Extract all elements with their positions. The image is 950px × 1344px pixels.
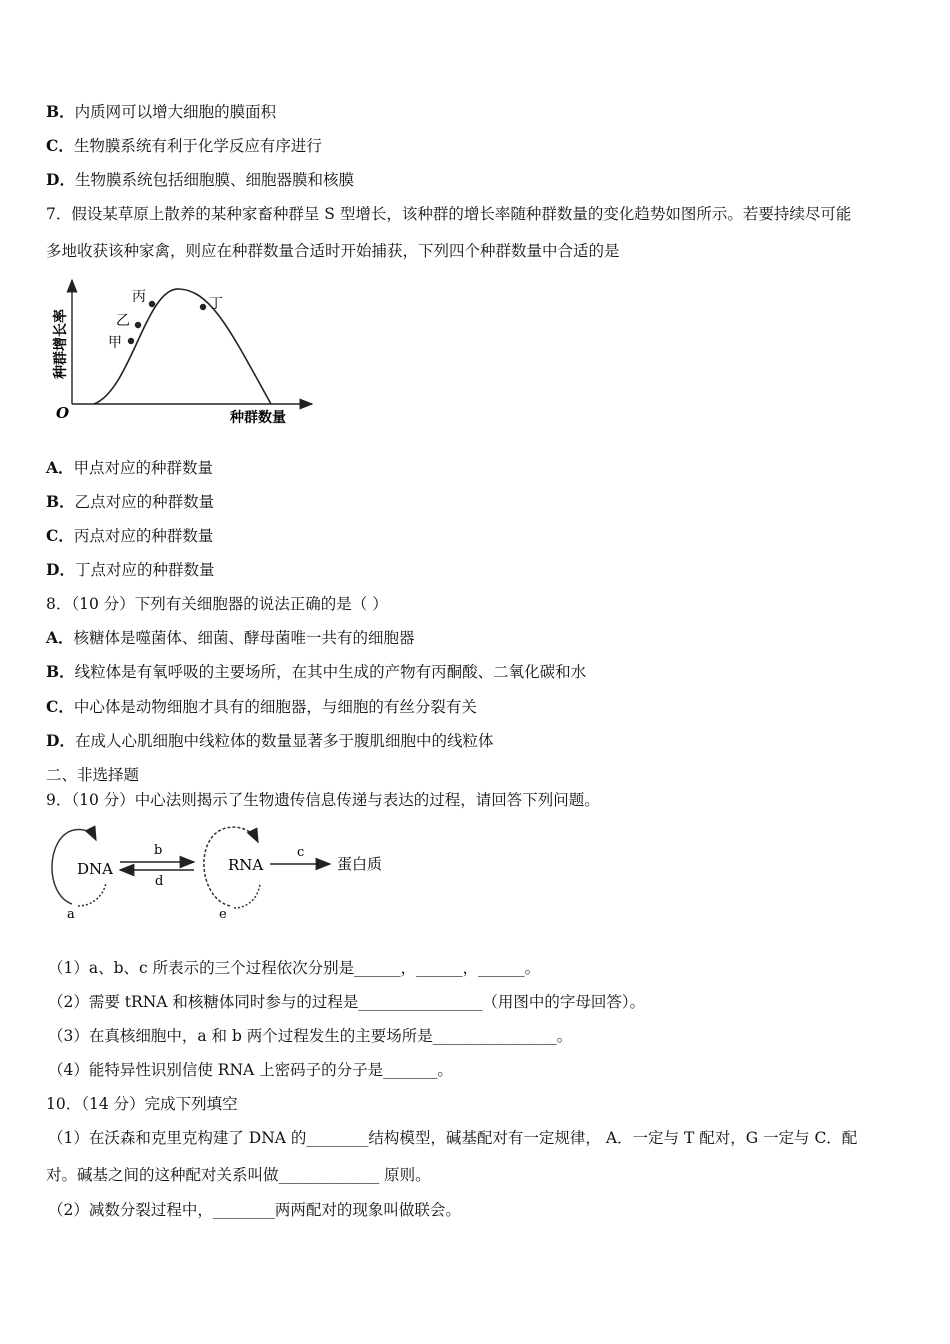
option-letter: A． xyxy=(46,628,74,647)
option-text: 乙点对应的种群数量 xyxy=(74,493,215,511)
label-bing: 丙 xyxy=(132,289,146,305)
label-d: d xyxy=(155,874,164,889)
option-text: 甲点对应的种群数量 xyxy=(73,459,214,477)
label-c: c xyxy=(297,845,305,860)
q10-sub1-line2: 对。碱基之间的这种配对关系叫做_____________ 原则。 xyxy=(46,1166,431,1184)
q9-stem: 9．（10 分）中心法则揭示了生物遗传信息传递与表达的过程，请回答下列问题。 xyxy=(46,791,600,809)
q10-sub1-line1: （1）在沃森和克里克构建了 DNA 的________结构模型，碱基配对有一定规律， A．一定与 T 配对，G 一定与 C．配 xyxy=(48,1129,858,1147)
label-a: a xyxy=(67,907,75,922)
q8-option-d xyxy=(46,731,493,751)
option-letter: B． xyxy=(46,662,75,681)
rna-label: RNA xyxy=(228,856,264,874)
option-b xyxy=(46,102,276,122)
option-text: 丙点对应的种群数量 xyxy=(73,527,214,545)
y-axis-label: 种群增长率 xyxy=(53,309,69,379)
q7-option-d xyxy=(46,560,214,580)
option-text: 中心体是动物细胞才具有的细胞器，与细胞的有丝分裂有关 xyxy=(73,698,477,716)
option-d xyxy=(46,170,354,190)
option-letter: D． xyxy=(46,731,75,750)
label-e: e xyxy=(219,907,227,922)
q10-sub2: （2）减数分裂过程中，________两两配对的现象叫做联会。 xyxy=(48,1201,461,1219)
q8-option-c xyxy=(46,697,477,717)
option-text: 线粒体是有氧呼吸的主要场所，在其中生成的产物有丙酮酸、二氧化碳和水 xyxy=(74,663,587,681)
label-b: b xyxy=(154,843,163,858)
q7-option-c xyxy=(46,526,213,546)
label-jia: 甲 xyxy=(108,335,122,351)
label-ding: 丁 xyxy=(209,296,223,312)
option-text: 在成人心肌细胞中线粒体的数量显著多于腹肌细胞中的线粒体 xyxy=(74,732,494,750)
growth-rate-figure xyxy=(46,272,321,430)
section-title: 二、非选择题 xyxy=(46,766,140,784)
option-text: 丁点对应的种群数量 xyxy=(74,561,215,579)
loop-e-tail xyxy=(234,884,260,908)
option-letter: C． xyxy=(46,697,74,716)
option-letter: D． xyxy=(46,170,75,189)
q7-stem-line2: 多地收获该种家禽，则应在种群数量合适时开始捕获，下列四个种群数量中合适的是 xyxy=(46,242,620,260)
q9-sub2: （2）需要 tRNA 和核糖体同时参与的过程是________________（用图中的字母回答）。 xyxy=(48,993,646,1011)
option-letter: B． xyxy=(46,102,75,121)
protein-label: 蛋白质 xyxy=(337,855,383,873)
q7-option-b xyxy=(46,492,214,512)
option-text: 生物膜系统有利于化学反应有序进行 xyxy=(73,137,322,155)
loop-a-tail xyxy=(78,882,106,906)
dna-label: DNA xyxy=(77,860,113,878)
q10-stem: 10．（14 分）完成下列填空 xyxy=(46,1095,238,1113)
origin-label: O xyxy=(56,404,70,422)
point-bing xyxy=(149,301,155,307)
option-letter: B． xyxy=(46,492,75,511)
option-text: 内质网可以增大细胞的膜面积 xyxy=(74,103,277,121)
q8-option-a xyxy=(46,628,415,648)
q7-option-a xyxy=(46,458,213,478)
option-letter: A． xyxy=(46,458,74,477)
option-text: 生物膜系统包括细胞膜、细胞器膜和核膜 xyxy=(74,171,354,189)
central-dogma-figure xyxy=(44,822,394,922)
label-yi: 乙 xyxy=(116,313,130,329)
q7-stem-line1: 7．假设某草原上散养的某种家畜种群呈 S 型增长，该种群的增长率随种群数量的变化趋势如图所示。若要持续尽可能 xyxy=(46,205,852,223)
q9-sub1: （1）a、b、c 所表示的三个过程依次分别是______，______，______。 xyxy=(48,959,541,977)
option-c xyxy=(46,136,322,156)
option-letter: D． xyxy=(46,560,75,579)
x-axis-label: 种群数量 xyxy=(230,410,286,426)
option-letter: C． xyxy=(46,526,74,545)
q8-option-b xyxy=(46,662,586,682)
point-ding xyxy=(200,304,206,310)
q9-sub3: （3）在真核细胞中，a 和 b 两个过程发生的主要场所是________________。 xyxy=(48,1027,573,1045)
q8-stem: 8．（10 分）下列有关细胞器的说法正确的是（ ） xyxy=(46,595,388,613)
point-jia xyxy=(128,338,134,344)
point-yi xyxy=(135,322,141,328)
option-letter: C． xyxy=(46,136,74,155)
option-text: 核糖体是噬菌体、细菌、酵母菌唯一共有的细胞器 xyxy=(73,629,415,647)
q9-sub4: （4）能特异性识别信使 RNA 上密码子的分子是_______。 xyxy=(48,1061,453,1079)
